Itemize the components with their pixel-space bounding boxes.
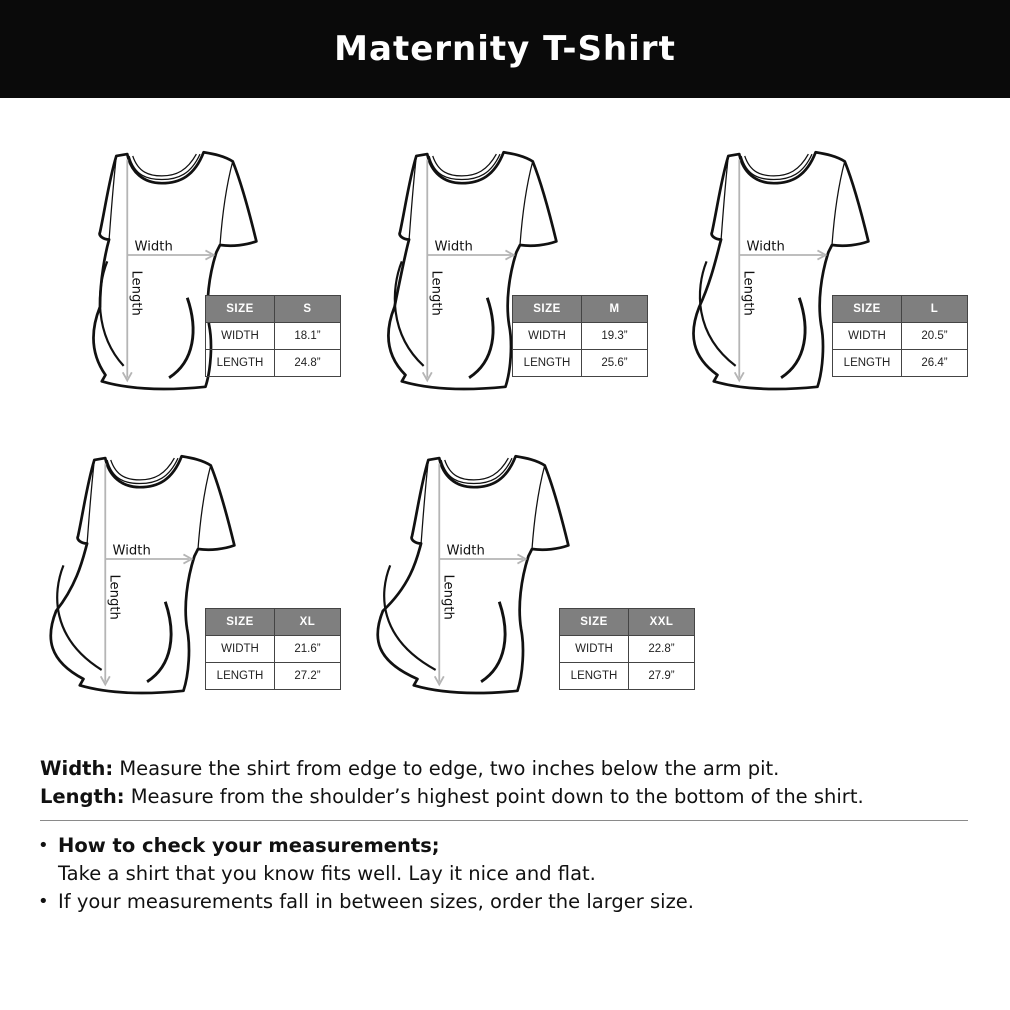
table-row-size bbox=[560, 609, 695, 636]
width-note bbox=[40, 755, 980, 783]
size-value-cell: L bbox=[902, 296, 968, 323]
width-label: Width bbox=[134, 239, 173, 255]
title-banner bbox=[0, 0, 1010, 98]
size-value-cell: S bbox=[275, 296, 341, 323]
length-label: Length bbox=[740, 270, 756, 316]
width-label: Width bbox=[746, 239, 785, 255]
divider bbox=[40, 820, 968, 821]
size-value-cell: XL bbox=[275, 609, 341, 636]
length-key-cell: LENGTH bbox=[560, 663, 629, 690]
length-value-cell: 27.9” bbox=[629, 663, 695, 690]
table-row-size bbox=[206, 609, 341, 636]
width-value-cell: 22.8” bbox=[629, 636, 695, 663]
table-row-length bbox=[206, 663, 341, 690]
length-note-text: Measure from the shoulder’s highest point down to the bottom of the shirt. bbox=[124, 785, 864, 808]
table-row-length bbox=[833, 350, 968, 377]
size-table bbox=[512, 295, 648, 377]
bullet-icon: • bbox=[38, 891, 49, 912]
size-table bbox=[205, 608, 341, 690]
length-key-cell: LENGTH bbox=[833, 350, 902, 377]
table-row-length bbox=[560, 663, 695, 690]
tip-text: Take a shirt that you know fits well. Lay it nice and flat. bbox=[58, 862, 596, 885]
tip-heading: How to check your measurements; bbox=[58, 834, 440, 857]
tip-item bbox=[38, 860, 978, 888]
width-value-cell: 20.5” bbox=[902, 323, 968, 350]
length-key-cell: LENGTH bbox=[513, 350, 582, 377]
width-key-cell: WIDTH bbox=[560, 636, 629, 663]
length-value-cell: 25.6” bbox=[582, 350, 648, 377]
length-value-cell: 26.4” bbox=[902, 350, 968, 377]
width-value-cell: 19.3” bbox=[582, 323, 648, 350]
measurement-tips bbox=[38, 832, 978, 916]
width-key-cell: WIDTH bbox=[833, 323, 902, 350]
measurement-notes bbox=[40, 755, 980, 811]
length-label: Length bbox=[440, 574, 456, 620]
length-value-cell: 27.2” bbox=[275, 663, 341, 690]
length-key-cell: LENGTH bbox=[206, 350, 275, 377]
tip-item bbox=[38, 888, 978, 916]
table-row-length bbox=[206, 350, 341, 377]
length-key-cell: LENGTH bbox=[206, 663, 275, 690]
size-value-cell: M bbox=[582, 296, 648, 323]
size-key-cell: SIZE bbox=[206, 609, 275, 636]
table-row-width bbox=[513, 323, 648, 350]
size-table bbox=[559, 608, 695, 690]
size-table bbox=[205, 295, 341, 377]
tip-text: If your measurements fall in between sizes, order the larger size. bbox=[58, 890, 695, 913]
width-key-cell: WIDTH bbox=[206, 323, 275, 350]
width-note-text: Measure the shirt from edge to edge, two inches below the arm pit. bbox=[113, 757, 780, 780]
table-row-length bbox=[513, 350, 648, 377]
page-title: Maternity T-Shirt bbox=[334, 29, 676, 69]
length-label: Length bbox=[428, 270, 444, 316]
width-key-cell: WIDTH bbox=[513, 323, 582, 350]
table-row-width bbox=[833, 323, 968, 350]
table-row-size bbox=[206, 296, 341, 323]
table-row-width bbox=[206, 636, 341, 663]
table-row-width bbox=[560, 636, 695, 663]
width-label: Width bbox=[434, 239, 473, 255]
size-table bbox=[832, 295, 968, 377]
width-label: Width bbox=[112, 543, 151, 559]
size-value-cell: XXL bbox=[629, 609, 695, 636]
length-label: Length bbox=[128, 270, 144, 316]
size-key-cell: SIZE bbox=[513, 296, 582, 323]
shirt-outline-icon bbox=[372, 444, 572, 714]
table-row-width bbox=[206, 323, 341, 350]
length-note-term: Length: bbox=[40, 785, 125, 808]
size-key-cell: SIZE bbox=[560, 609, 629, 636]
width-value-cell: 18.1” bbox=[275, 323, 341, 350]
size-key-cell: SIZE bbox=[206, 296, 275, 323]
width-value-cell: 21.6” bbox=[275, 636, 341, 663]
width-key-cell: WIDTH bbox=[206, 636, 275, 663]
tip-item bbox=[38, 832, 978, 860]
table-row-size bbox=[833, 296, 968, 323]
table-row-size bbox=[513, 296, 648, 323]
width-note-term: Width: bbox=[40, 757, 114, 780]
size-key-cell: SIZE bbox=[833, 296, 902, 323]
shirt-body bbox=[378, 456, 569, 693]
length-note bbox=[40, 783, 980, 811]
length-value-cell: 24.8” bbox=[275, 350, 341, 377]
width-label: Width bbox=[446, 543, 485, 559]
bullet-icon: • bbox=[38, 835, 49, 856]
length-label: Length bbox=[106, 574, 122, 620]
